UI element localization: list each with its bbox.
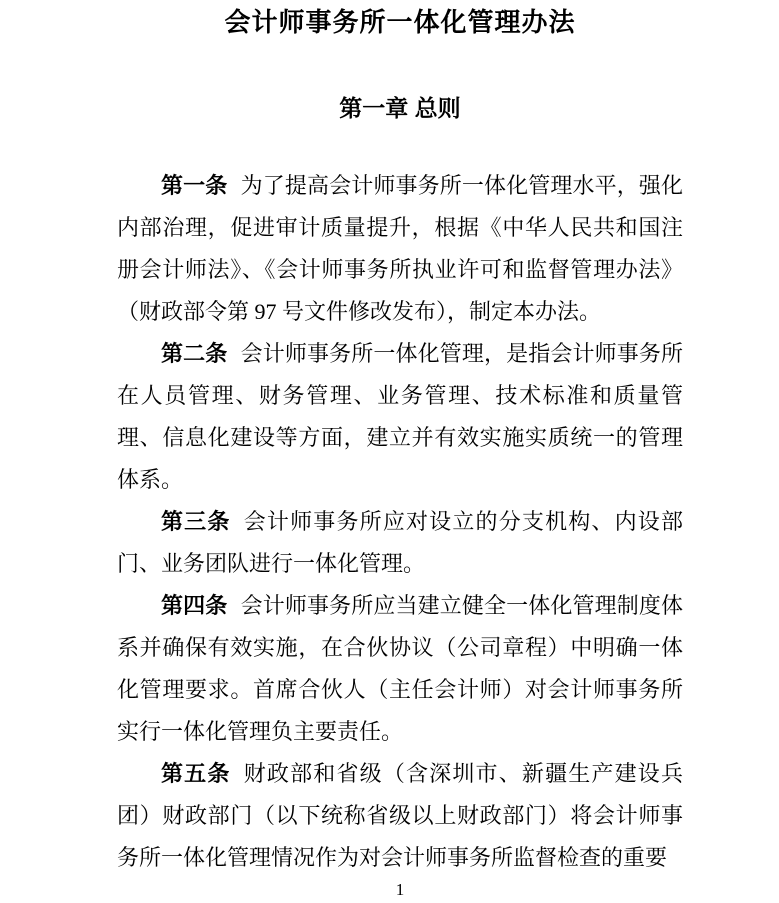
page-number: 1 (395, 880, 405, 899)
article-4-number: 第四条 (161, 593, 228, 618)
article-3-text: 会计师事务所应对设立的分支机构、内设部门、业务团队进行一体化管理。 (117, 509, 683, 576)
article-2-number: 第二条 (161, 341, 228, 366)
article-paragraph-2 (117, 333, 683, 501)
document-title: 会计师事务所一体化管理办法 (224, 8, 576, 37)
article-4-text: 会计师事务所应当建立健全一体化管理制度体系并确保有效实施，在合伙协议（公司章程）中明确一体化管理要求。首席合伙人（主任会计师）对会计师事务所实行一体化管理负主要责任。 (117, 593, 683, 744)
article-paragraph-4 (117, 585, 683, 753)
article-1-number: 第一条 (161, 173, 228, 198)
article-5-text: 财政部和省级（含深圳市、新疆生产建设兵团）财政部门（以下统称省级以上财政部门）将会计师事务所一体化管理情况作为对会计师事务所监督检查的重要 (117, 761, 683, 870)
article-3-number: 第三条 (161, 509, 231, 534)
article-paragraph-5 (117, 753, 683, 879)
document-body (117, 165, 683, 879)
article-2-text: 会计师事务所一体化管理，是指会计师事务所在人员管理、财务管理、业务管理、技术标准和质量管理、信息化建设等方面，建立并有效实施实质统一的管理体系。 (117, 341, 683, 492)
article-5-number: 第五条 (161, 761, 231, 786)
chapter-heading: 第一章 总则 (339, 95, 461, 121)
article-paragraph-1 (117, 165, 683, 333)
article-paragraph-3 (117, 501, 683, 585)
article-1-text: 为了提高会计师事务所一体化管理水平，强化内部治理，促进审计质量提升，根据《中华人民共和国注册会计师法》、《会计师事务所执业许可和监督管理办法》（财政部令第 97 号文件修改发布），制定本办法。 (117, 173, 683, 324)
